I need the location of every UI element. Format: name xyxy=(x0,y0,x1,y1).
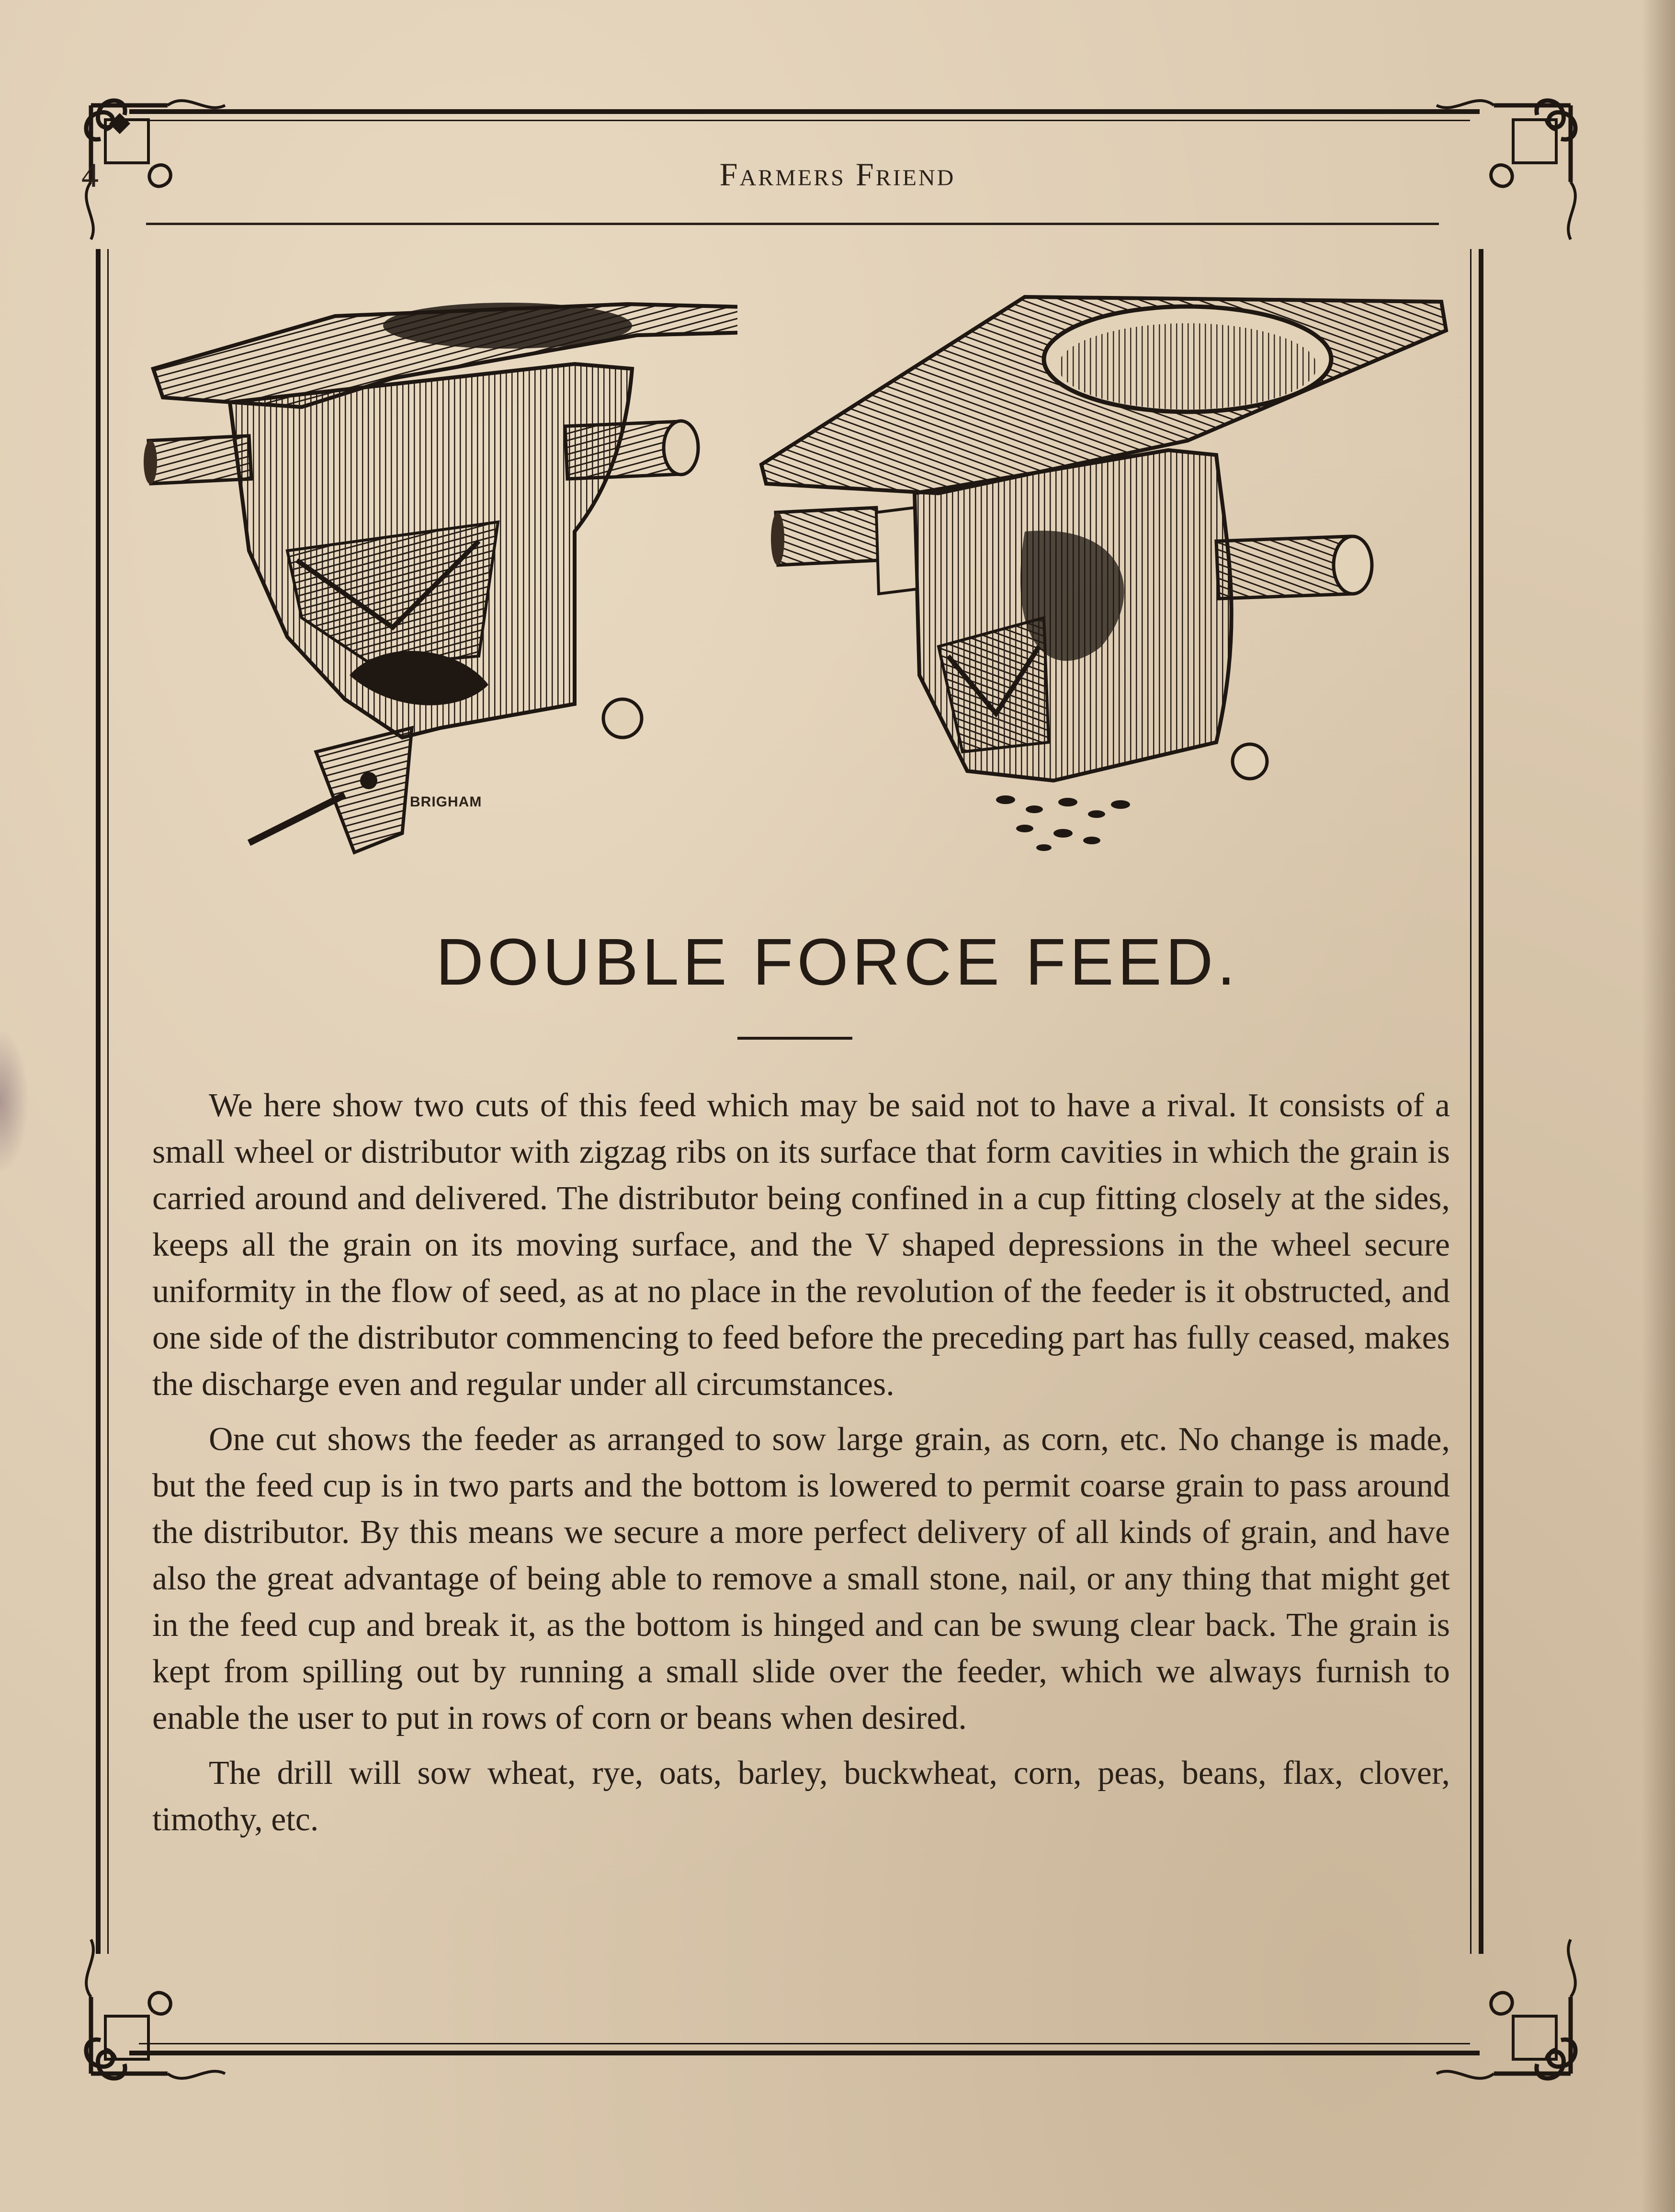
page-number: 4 xyxy=(81,156,99,194)
paragraph-3: The drill will sow wheat, rye, oats, barley, buckwheat, corn, peas, beans, flax, clover, timothy, etc. xyxy=(152,1755,1450,1838)
binding-shadow xyxy=(1641,0,1675,2212)
running-title: Farmers Friend xyxy=(719,156,956,193)
feeder-cut-right xyxy=(757,283,1456,857)
corner-ornament-bottom-right xyxy=(1417,1920,1590,2093)
engraver-signature: BRIGHAM xyxy=(410,794,482,810)
article-title: DOUBLE FORCE FEED. xyxy=(436,925,1239,999)
paragraph-1: We here show two cuts of this feed which may be said not to have a rival. It consists of a small wheel or distributor with zigzag ribs on its surface that form cavities in which the grain is carried around and delivered. The distributor being confined in a cup fitting closely at the sides, keeps all the grain on its moving surface, and the V shaped depressions in the wheel secure uniformity in the flow of seed, as at no place in the revolution of the feeder is it obstructed, and one side of the distributor commencing to feed before the preceding part has fully ceased, makes the discharge even and regular under all circumstances. xyxy=(152,1087,1450,1403)
corner-ornament-bottom-left xyxy=(72,1920,244,2093)
title-rule xyxy=(737,1037,852,1040)
paragraph-2: One cut shows the feeder as arranged to sow large grain, as corn, etc. No change is made, but the feed cup is in two parts and the bottom is lowered to permit coarse grain to pass around the distributor. By this means we secure a more perfect delivery of all kinds of grain, and have also the great advantage of being able to remove a small stone, nail, or any thing that might get in the feed cup and break it, as the bottom is hinged and can be swung clear back. The grain is kept from spilling out by running a small slide over the feeder, which we always furnish to enable the user to put in rows of corn or beans when desired. xyxy=(152,1421,1450,1736)
paper-stain xyxy=(0,1030,29,1173)
body-text xyxy=(152,1082,1450,1851)
feeder-cut-left xyxy=(144,283,737,872)
header-rule xyxy=(146,223,1439,225)
